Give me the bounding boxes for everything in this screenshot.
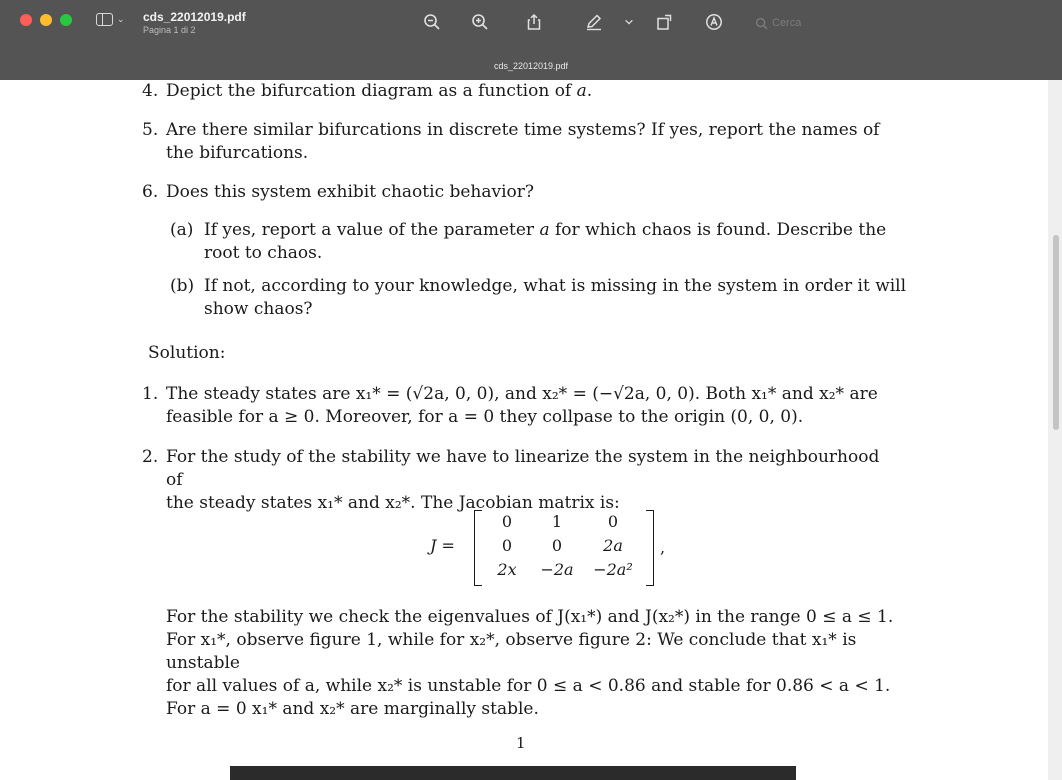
item-text: The steady states are x₁* = (√2a, 0, 0), and x₂* = (−√2a, 0, 0). Both x₁* and x₂* are feasible for a ≥ 0. Moreover, for a = 0 they collpase to the origin (0, 0, 0). xyxy=(166,384,878,427)
matrix-cell: 2a xyxy=(603,536,623,555)
share-icon xyxy=(525,13,543,31)
rotate-icon xyxy=(655,13,673,31)
window-titlebar xyxy=(0,0,1062,80)
search-placeholder: Cerca xyxy=(772,17,802,29)
item-number: (b) xyxy=(170,276,195,296)
rotate-button[interactable] xyxy=(654,12,674,32)
item-text: Does this system exhibit chaotic behavior? xyxy=(166,182,535,202)
zoom-in-button[interactable] xyxy=(470,12,490,32)
matrix-left-bracket xyxy=(474,510,482,586)
sidebar-icon xyxy=(96,13,113,26)
markup-toolbar-button[interactable] xyxy=(704,12,724,32)
matrix-cell: 1 xyxy=(551,512,563,531)
item-text: Depict the bifurcation diagram as a function of a. xyxy=(166,81,593,101)
search-field[interactable] xyxy=(755,12,850,34)
window-controls xyxy=(20,14,72,26)
item-number: 1. xyxy=(142,384,159,404)
zoom-out-button[interactable] xyxy=(422,12,442,32)
scrollbar-thumb[interactable] xyxy=(1053,235,1059,430)
markup-pen-icon xyxy=(585,13,603,31)
matrix-cell: 0 xyxy=(501,512,513,531)
matrix-cell: −2a xyxy=(540,560,574,579)
markup-circle-icon xyxy=(705,13,723,31)
matrix-cell: 0 xyxy=(551,536,563,555)
close-button[interactable] xyxy=(20,14,32,26)
stability-paragraph: For the stability we check the eigenvalues of J(x₁*) and J(x₂*) in the range 0 ≤ a ≤ 1. For x₁*, observe figure 1, while for x₂*, observe figure 2: We conclude that x₁* is unstable for all values of a, while x₂* is unstable for 0 ≤ a < 0.86 and stable for 0.86 < a < 1. For a = 0 x₁* and x₂* are marginally stable. xyxy=(166,607,894,719)
item-number: (a) xyxy=(170,220,194,240)
zoom-out-icon xyxy=(423,13,441,31)
item-text: If yes, report a value of the parameter a for which chaos is found. Describe the root to chaos. xyxy=(204,220,887,263)
matrix-trailing-comma: , xyxy=(660,538,666,557)
matrix-cell: −2a² xyxy=(593,560,633,579)
sidebar-toggle-button[interactable] xyxy=(96,13,125,26)
tab-document[interactable]: cds_22012019.pdf xyxy=(493,61,569,71)
share-button[interactable] xyxy=(524,12,544,32)
matrix-label: J = xyxy=(430,536,455,555)
item-number: 5. xyxy=(142,120,159,140)
item-text: Are there similar bifurcations in discrete time systems? If yes, report the names of the bifurcations. xyxy=(166,120,880,163)
chevron-down-icon: ⌄ xyxy=(117,14,125,25)
vertical-scrollbar[interactable] xyxy=(1048,80,1062,780)
zoom-in-icon xyxy=(471,13,489,31)
item-text: If not, according to your knowledge, what is missing in the system in order it will show chaos? xyxy=(204,276,907,319)
matrix-cell: 2x xyxy=(497,560,517,579)
tab-bar xyxy=(0,52,1062,80)
zoom-button[interactable] xyxy=(60,14,72,26)
markup-options-button[interactable] xyxy=(622,12,636,32)
search-icon xyxy=(755,17,768,30)
minimize-button[interactable] xyxy=(40,14,52,26)
chevron-down-icon xyxy=(624,17,634,27)
document-title: cds_22012019.pdf xyxy=(143,10,246,24)
matrix-cell: 0 xyxy=(607,512,619,531)
page-indicator: Pagina 1 di 2 xyxy=(143,25,196,35)
item-number: 6. xyxy=(142,182,159,202)
item-number: 4. xyxy=(142,81,159,101)
page-number: 1 xyxy=(516,734,526,752)
item-number: 2. xyxy=(142,447,159,467)
next-page-preview xyxy=(230,766,796,780)
matrix-right-bracket xyxy=(646,510,654,586)
matrix-cell: 0 xyxy=(501,536,513,555)
pdf-page xyxy=(0,80,1048,780)
solution-heading: Solution: xyxy=(148,343,226,363)
jacobian-matrix xyxy=(430,510,670,586)
markup-pen-button[interactable] xyxy=(584,12,604,32)
item-text: For the study of the stability we have to linearize the system in the neighbourhood of the steady states x₁* and x₂*. The Jacobian matrix is: xyxy=(166,447,880,513)
